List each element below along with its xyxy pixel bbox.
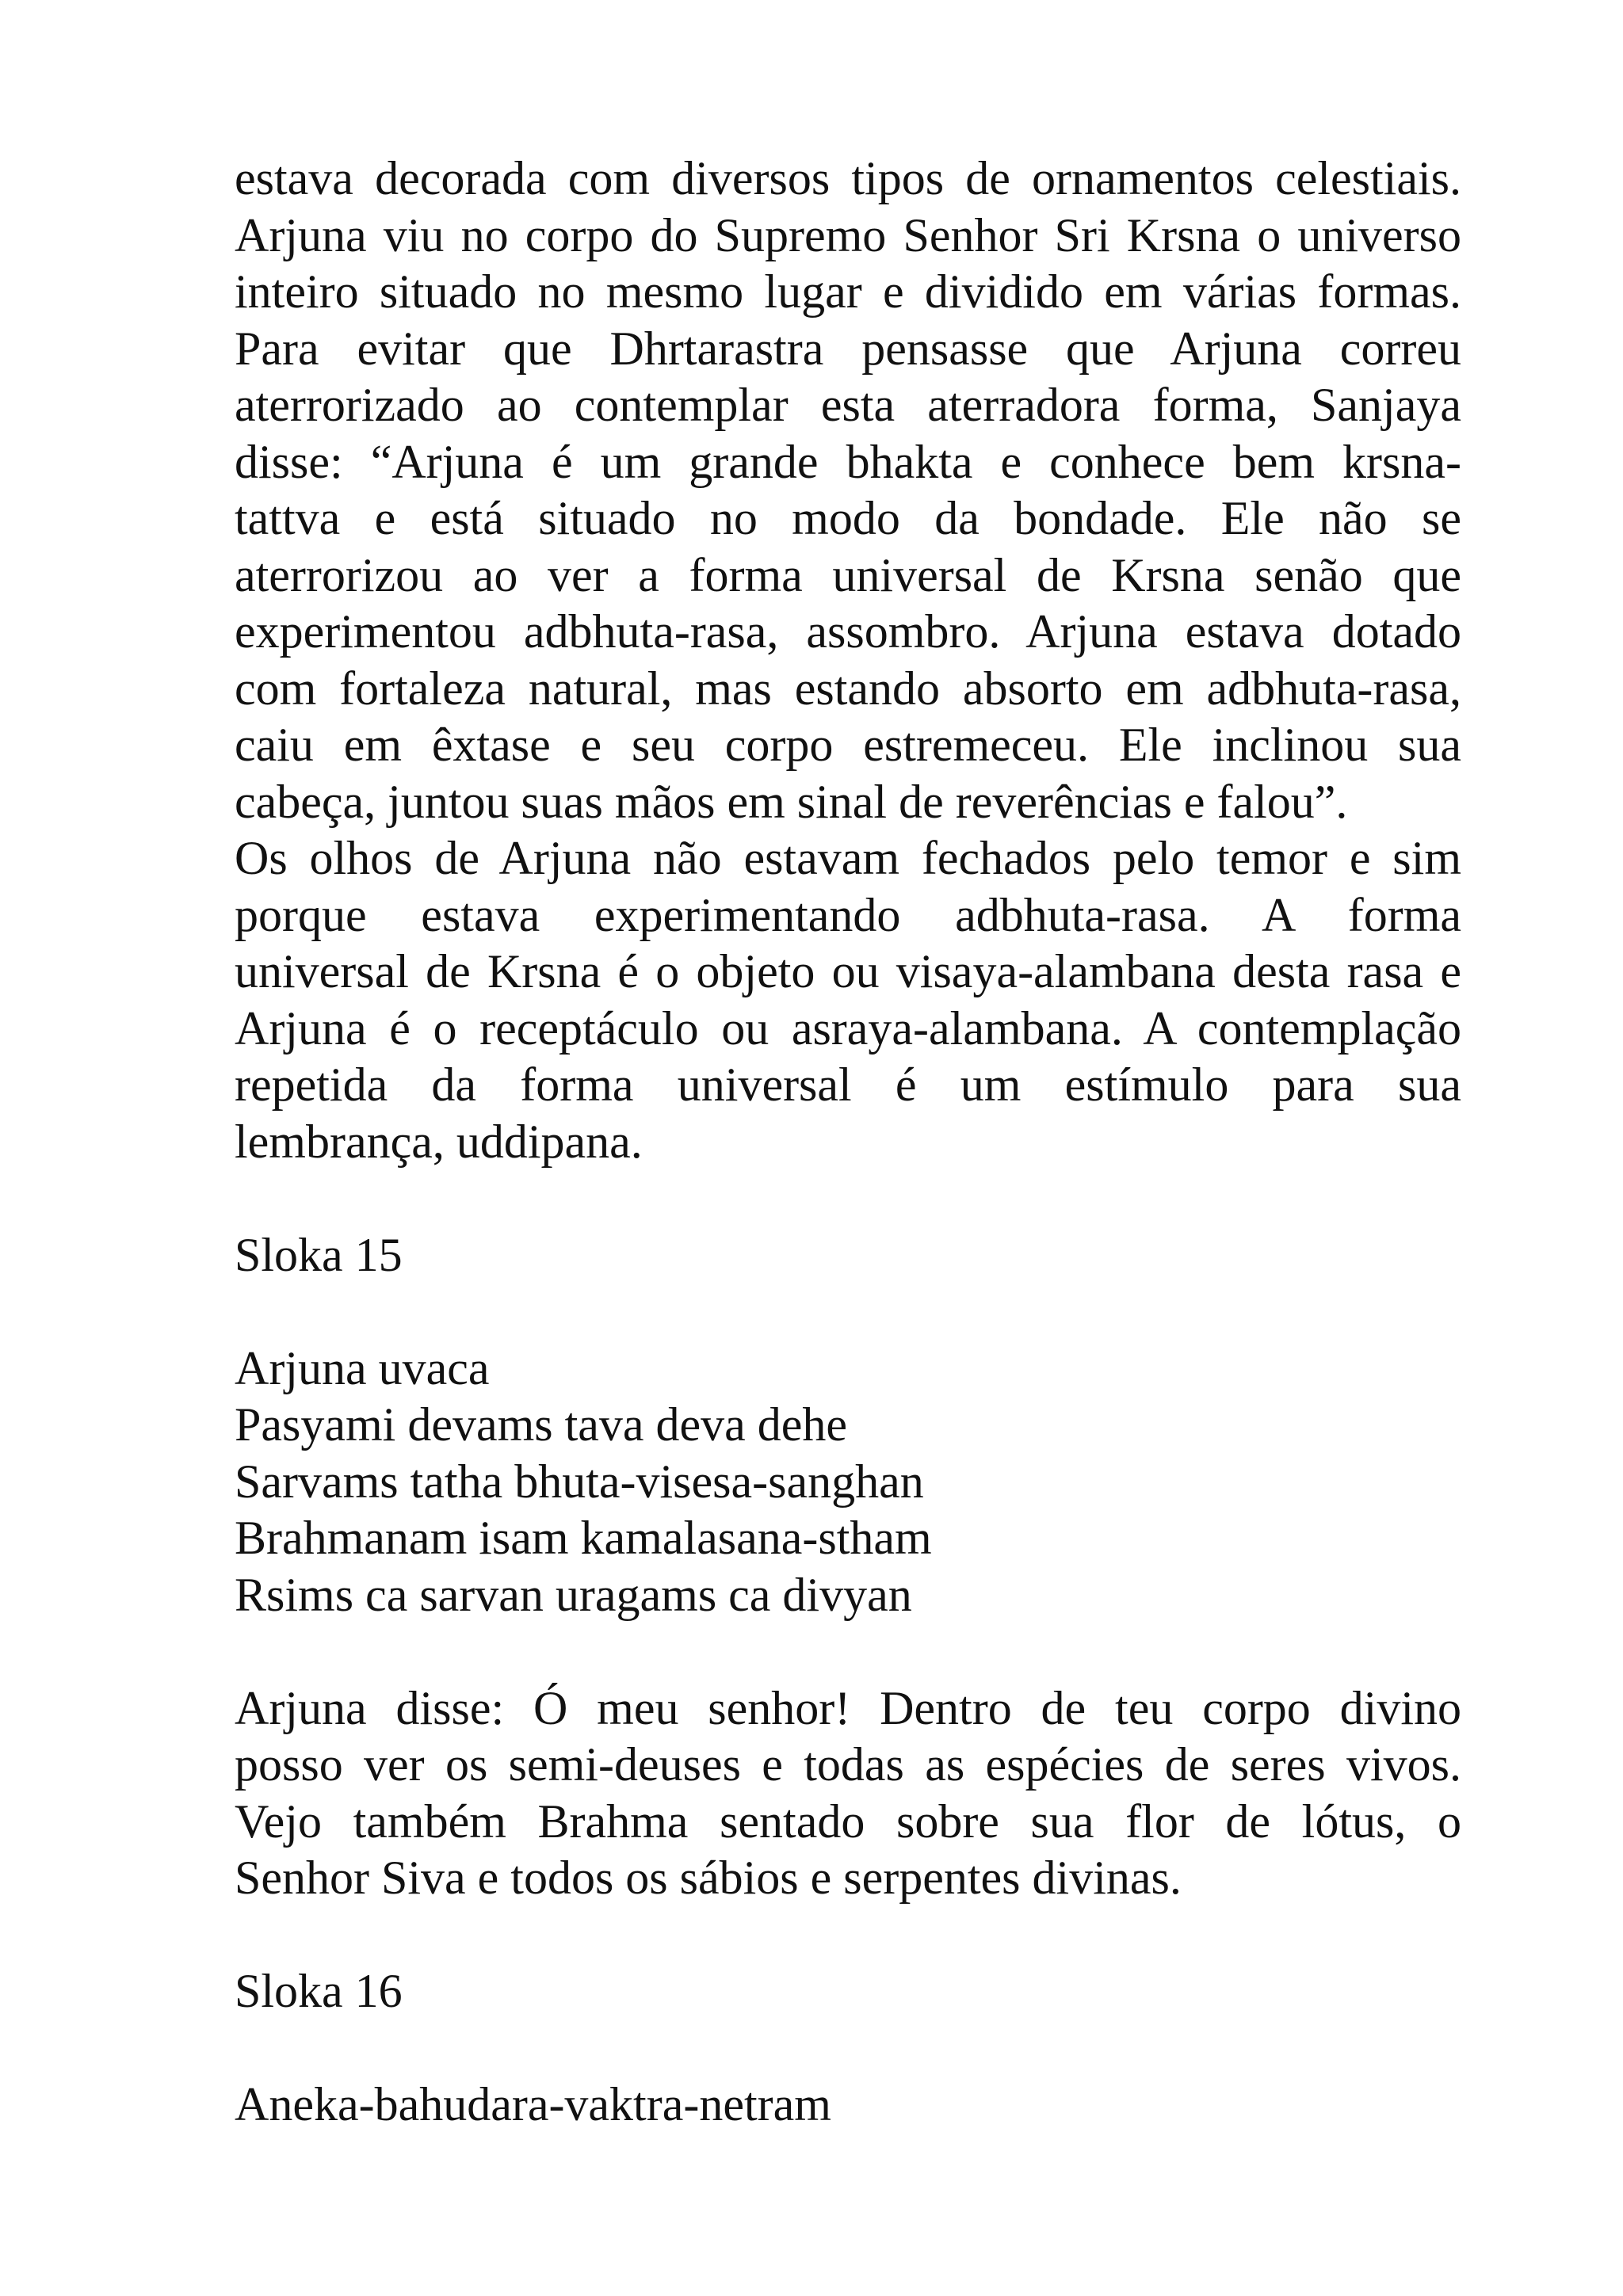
text-line: Arjuna é o receptáculo ou asraya-alambana. A contemplação xyxy=(235,1001,1461,1055)
verse-line: Arjuna uvaca xyxy=(235,1341,490,1394)
sloka-15-heading: Sloka 15 xyxy=(235,1228,403,1281)
text-line: disse: “Arjuna é um grande bhakta e conhece bem krsna- xyxy=(235,435,1461,488)
blank-line xyxy=(235,1623,1461,1680)
text-line: inteiro situado no mesmo lugar e dividido em várias formas. xyxy=(235,265,1461,318)
blank-line xyxy=(235,2020,1461,2077)
commentary-paragraph-2 xyxy=(235,830,1461,1170)
text-line: cabeça, juntou suas mãos em sinal de reverências e falou”. xyxy=(235,775,1348,828)
sloka-16-heading: Sloka 16 xyxy=(235,1965,403,2017)
text-line: lembrança, uddipana. xyxy=(235,1115,643,1168)
blank-line xyxy=(235,1283,1461,1341)
text-line: aterrorizou ao ver a forma universal de Krsna senão que xyxy=(235,548,1461,601)
text-line: posso ver os semi-deuses e todas as espécies de seres vivos. xyxy=(235,1738,1461,1791)
text-line: Arjuna disse: Ó meu senhor! Dentro de teu corpo divino xyxy=(235,1681,1461,1734)
commentary-paragraph-1 xyxy=(235,151,1461,830)
verse-line: Pasyami devams tava deva dehe xyxy=(235,1398,848,1451)
text-line: porque estava experimentando adbhuta-rasa. A forma xyxy=(235,888,1461,941)
verse-line: Sarvams tatha bhuta-visesa-sanghan xyxy=(235,1455,924,1508)
sloka-15-verse xyxy=(235,1341,1461,1624)
text-line: caiu em êxtase e seu corpo estremeceu. Ele inclinou sua xyxy=(235,719,1461,771)
text-line: aterrorizado ao contemplar esta aterradora forma, Sanjaya xyxy=(235,379,1461,431)
sloka-16-verse xyxy=(235,2077,1461,2134)
document-page xyxy=(235,151,1461,2134)
blank-line xyxy=(235,1170,1461,1227)
text-line: experimentou adbhuta-rasa, assombro. Arjuna estava dotado xyxy=(235,605,1461,658)
verse-line: Aneka-bahudara-vaktra-netram xyxy=(235,2078,831,2130)
verse-line: Brahmanam isam kamalasana-stham xyxy=(235,1512,932,1564)
blank-line xyxy=(235,1907,1461,1964)
text-line: Para evitar que Dhrtarastra pensasse que Arjuna correu xyxy=(235,322,1461,375)
text-line: repetida da forma universal é um estímulo para sua xyxy=(235,1058,1461,1111)
text-line: tattva e está situado no modo da bondade. Ele não se xyxy=(235,492,1461,544)
text-line: universal de Krsna é o objeto ou visaya-alambana desta rasa e xyxy=(235,945,1461,997)
text-line: com fortaleza natural, mas estando absorto em adbhuta-rasa, xyxy=(235,662,1461,715)
text-line: Arjuna viu no corpo do Supremo Senhor Sri Krsna o universo xyxy=(235,208,1461,261)
verse-line: Rsims ca sarvan uragams ca divyan xyxy=(235,1568,912,1621)
text-line: estava decorada com diversos tipos de ornamentos celestiais. xyxy=(235,152,1461,204)
text-line: Vejo também Brahma sentado sobre sua flor de lótus, o xyxy=(235,1794,1461,1848)
text-line: Senhor Siva e todos os sábios e serpentes divinas. xyxy=(235,1852,1182,1904)
sloka-15-translation xyxy=(235,1680,1461,1907)
text-line: Os olhos de Arjuna não estavam fechados pelo temor e sim xyxy=(235,832,1461,884)
